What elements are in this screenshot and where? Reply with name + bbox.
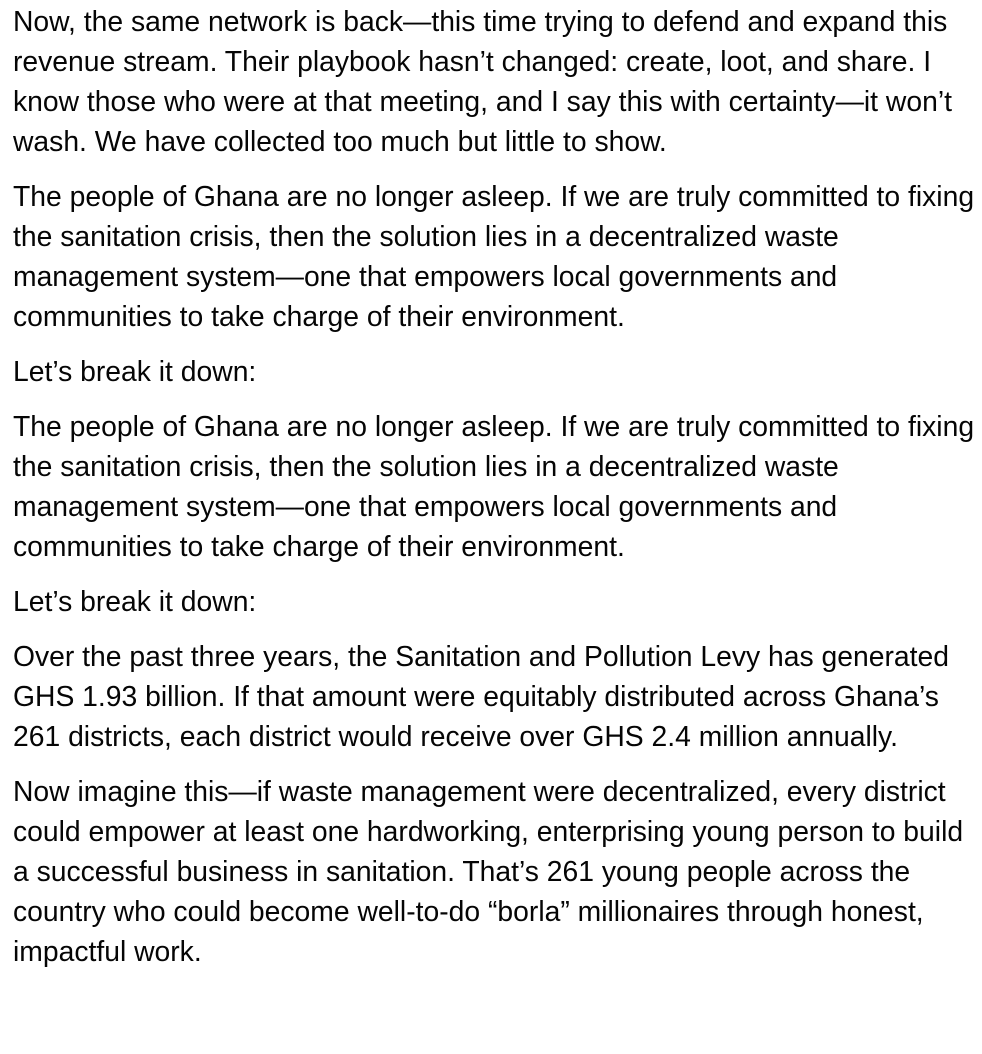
paragraph-network-back: Now, the same network is back—this time trying to defend and expand this revenue stream. Their playbook hasn’t changed: create, loot, and share. I know those who were at that meeting, and I say this with certainty—it won’t wash. We have collected too much but little to show. xyxy=(13,5,952,157)
paragraph-people-not-asleep: The people of Ghana are no longer asleep. If we are truly committed to fixing the sanitation crisis, then the solution lies in a decentralized waste management system—one that empowers local governments and communities to take charge of their environment. xyxy=(13,180,975,332)
paragraph-break-it-down: Let’s break it down: xyxy=(13,355,257,387)
paragraph-people-not-asleep-repeat: The people of Ghana are no longer asleep. If we are truly committed to fixing the sanitation crisis, then the solution lies in a decentralized waste management system—one that empowers local governments and communities to take charge of their environment. xyxy=(13,410,975,562)
post-body xyxy=(13,1,975,971)
paragraph-levy-figures: Over the past three years, the Sanitation and Pollution Levy has generated GHS 1.93 billion. If that amount were equitably distributed across Ghana’s 261 districts, each district would receive over GHS 2.4 million annually. xyxy=(13,640,949,752)
paragraph-imagine-this: Now imagine this—if waste management were decentralized, every district could empower at least one hardworking, enterprising young person to build a successful business in sanitation. That’s 261 young people across the country who could become well-to-do “borla” millionaires through honest, impactful work. xyxy=(13,775,964,967)
paragraph-break-it-down-repeat: Let’s break it down: xyxy=(13,585,257,617)
